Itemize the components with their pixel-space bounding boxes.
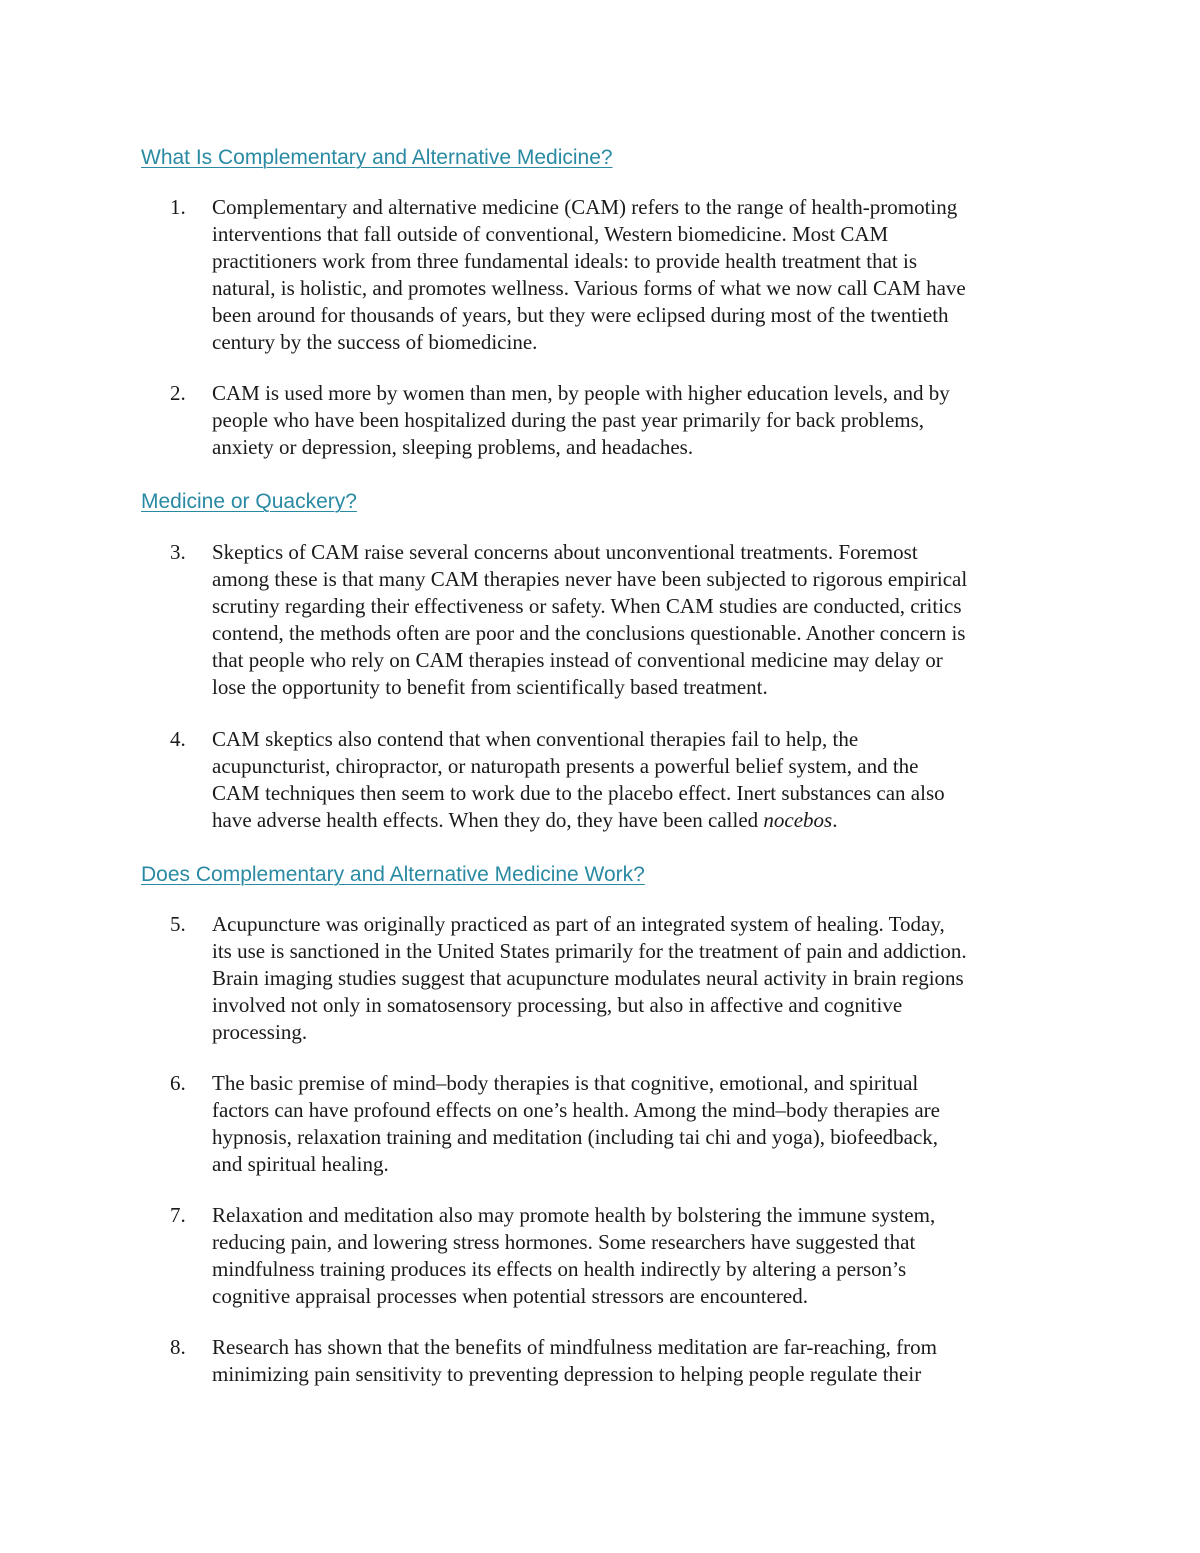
text-line: involved not only in somatosensory processing, but also in affective and cognitive: [212, 993, 903, 1017]
text-line: Complementary and alternative medicine (CAM) refers to the range of health-promoting: [212, 195, 958, 219]
text-line: been around for thousands of years, but they were eclipsed during most of the twentieth: [212, 303, 949, 327]
text-line: acupuncturist, chiropractor, or naturopath presents a powerful belief system, and the: [212, 754, 919, 778]
list-item-number: 3.: [170, 540, 186, 564]
text-line: anxiety or depression, sleeping problems, and headaches.: [212, 435, 694, 459]
list-item-number: 4.: [170, 727, 186, 751]
list-item-text: [212, 380, 1070, 461]
text-line: among these is that many CAM therapies never have been subjected to rigorous empirical: [212, 567, 968, 591]
list-item: [170, 1334, 1070, 1388]
text-line: that people who rely on CAM therapies instead of conventional medicine may delay or: [212, 648, 943, 672]
section-heading-quackery[interactable]: Medicine or Quackery?: [141, 490, 357, 513]
emphasized-term: nocebos: [763, 808, 833, 832]
text-segment: have adverse health effects. When they do, they have been called: [212, 808, 764, 832]
list-item-text: [212, 726, 1070, 834]
text-line: lose the opportunity to benefit from scientifically based treatment.: [212, 675, 768, 699]
list-item-text: [212, 1334, 1070, 1388]
list-item-text: [212, 539, 1070, 701]
text-line: minimizing pain sensitivity to preventing depression to helping people regulate their: [212, 1362, 922, 1386]
list-item: [170, 1202, 1070, 1310]
text-line: century by the success of biomedicine.: [212, 330, 538, 354]
text-line: Acupuncture was originally practiced as part of an integrated system of healing. Today,: [212, 912, 945, 936]
text-line: CAM skeptics also contend that when conventional therapies fail to help, the: [212, 727, 859, 751]
text-line: practitioners work from three fundamental ideals: to provide health treatment that is: [212, 249, 918, 273]
list-item-number: 8.: [170, 1335, 186, 1359]
text-line: natural, is holistic, and promotes wellness. Various forms of what we now call CAM have: [212, 276, 966, 300]
list-item: [170, 380, 1070, 461]
text-line: Research has shown that the benefits of mindfulness meditation are far-reaching, from: [212, 1335, 938, 1359]
list-item-number: 6.: [170, 1071, 186, 1095]
list-item: [170, 1070, 1070, 1178]
list-item-number: 7.: [170, 1203, 186, 1227]
text-line: reducing pain, and lowering stress hormones. Some researchers have suggested that: [212, 1230, 916, 1254]
text-line: The basic premise of mind–body therapies is that cognitive, emotional, and spiritual: [212, 1071, 919, 1095]
text-line: CAM techniques then seem to work due to the placebo effect. Inert substances can also: [212, 781, 945, 805]
text-line: Skeptics of CAM raise several concerns about unconventional treatments. Foremost: [212, 540, 918, 564]
text-line: interventions that fall outside of conventional, Western biomedicine. Most CAM: [212, 222, 889, 246]
list-item-number: 5.: [170, 912, 186, 936]
text-line: CAM is used more by women than men, by people with higher education levels, and by: [212, 381, 950, 405]
text-line: factors can have profound effects on one’s health. Among the mind–body therapies are: [212, 1098, 940, 1122]
text-line: mindfulness training produces its effects on health indirectly by altering a person’s: [212, 1257, 907, 1281]
text-segment: .: [832, 808, 838, 832]
list-item-text: [212, 911, 1070, 1046]
section-heading-does-cam-work[interactable]: Does Complementary and Alternative Medicine Work?: [141, 863, 645, 886]
text-line: its use is sanctioned in the United States primarily for the treatment of pain and addiction.: [212, 939, 967, 963]
list-item-number: 2.: [170, 381, 186, 405]
list-item-text: [212, 1070, 1070, 1178]
text-line: scrutiny regarding their effectiveness or safety. When CAM studies are conducted, critics: [212, 594, 962, 618]
text-line: and spiritual healing.: [212, 1152, 389, 1176]
list-item: [170, 726, 1070, 834]
text-line: processing.: [212, 1020, 308, 1044]
list-item-text: [212, 194, 1070, 356]
text-line: cognitive appraisal processes when potential stressors are encountered.: [212, 1284, 808, 1308]
list-item: [170, 911, 1070, 1046]
text-line: Brain imaging studies suggest that acupuncture modulates neural activity in brain regions: [212, 966, 964, 990]
text-line: contend, the methods often are poor and the conclusions questionable. Another concern is: [212, 621, 966, 645]
text-line: Relaxation and meditation also may promote health by bolstering the immune system,: [212, 1203, 936, 1227]
list-item: [170, 539, 1070, 701]
list-item-number: 1.: [170, 195, 186, 219]
text-line: [212, 807, 1070, 834]
text-line: people who have been hospitalized during the past year primarily for back problems,: [212, 408, 925, 432]
text-line: hypnosis, relaxation training and meditation (including tai chi and yoga), biofeedback,: [212, 1125, 939, 1149]
list-item-text: [212, 1202, 1070, 1310]
section-heading-cam[interactable]: What Is Complementary and Alternative Medicine?: [141, 146, 613, 169]
list-item: [170, 194, 1070, 356]
